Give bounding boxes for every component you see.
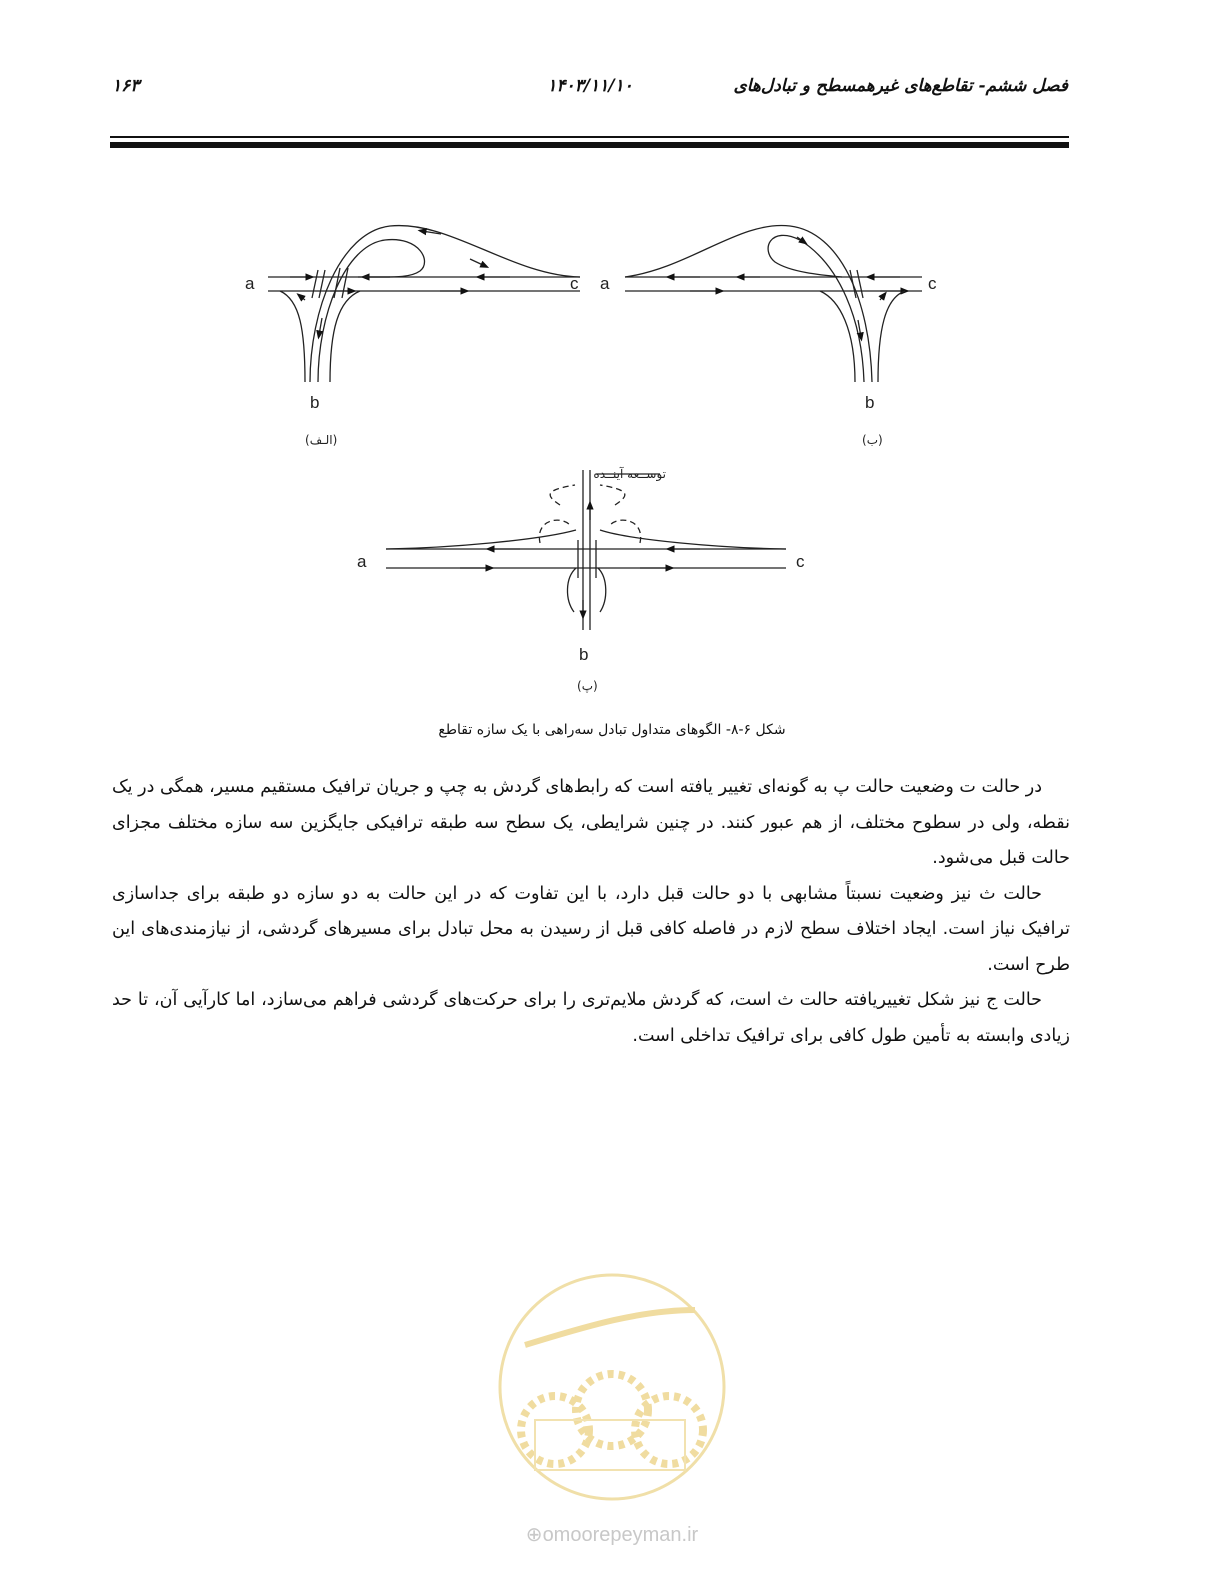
diagram-be (625, 225, 922, 382)
interchange-figure (0, 0, 1224, 720)
paragraph-3: حالت ج نیز شکل تغییریافته حالت ث است، که گردش ملایم‌تری را برای حرکت‌های گردشی فراهم می‌سازد، اما کارآیی آن، تا حد زیادی وابسته به تأمین طول کافی برای ترافیک تداخلی است. (112, 990, 1070, 1046)
label-b-alef: b (310, 393, 320, 412)
watermark-site: ⊕omoorepeyman.ir (525, 1524, 699, 1546)
page-number: ۱۶۳ (112, 76, 140, 96)
watermark-site-text: omoorepeyman.ir (542, 1524, 699, 1546)
chapter-title: فصل ششم- تقاطع‌های غیرهمسطح و تبادل‌های (733, 76, 1068, 96)
sub-alef: (الـف) (305, 433, 338, 447)
label-a-alef: a (245, 274, 255, 293)
label-b-pe: b (579, 645, 589, 664)
label-c-alef: c (570, 274, 579, 293)
label-c-pe: c (796, 552, 805, 571)
future-expansion-label: توســعه آینــده (593, 467, 666, 481)
paragraph-2: حالت ث نیز وضعیت نسبتاً مشابهی با دو حالت قبل دارد، با این تفاوت که در این حالت به دو سازه دو طبقه برای جداسازی ترافیک نیاز است. ایجاد اختلاف سطح لازم در فاصله کافی قبل از رسیدن به محل تبادل برای مسیرهای گردشی، از نیازمندی‌های این طرح است. (112, 883, 1070, 975)
sub-pe: (پ) (577, 679, 598, 693)
label-b-be: b (865, 393, 875, 412)
label-a-be: a (600, 274, 610, 293)
watermark-logo (495, 1270, 729, 1504)
label-c-be: c (928, 274, 937, 293)
body-text (112, 770, 1070, 1054)
sub-be: (ب) (862, 433, 883, 447)
header-date: ۱۴۰۳/۱۱/۱۰ (547, 76, 633, 96)
diagram-pe (386, 470, 786, 630)
diagram-alef (268, 226, 580, 382)
figure-caption: شکل ۶-۸- الگوهای متداول تبادل سه‌راهی با یک سازه تقاطع (438, 722, 786, 738)
paragraph-1: در حالت ت وضعیت حالت پ به گونه‌ای تغییر یافته است که رابط‌های گردش به چپ و جریان ترافیک مستقیم مسیر، همگی در یک نقطه، ولی در سطوح مختلف، از هم عبور کنند. در چنین شرایطی، یک سطح سه طبقه ترافیکی جایگزین سه سازه مختلف مجزای حالت قبل می‌شود. (112, 777, 1070, 868)
label-a-pe: a (357, 552, 367, 571)
